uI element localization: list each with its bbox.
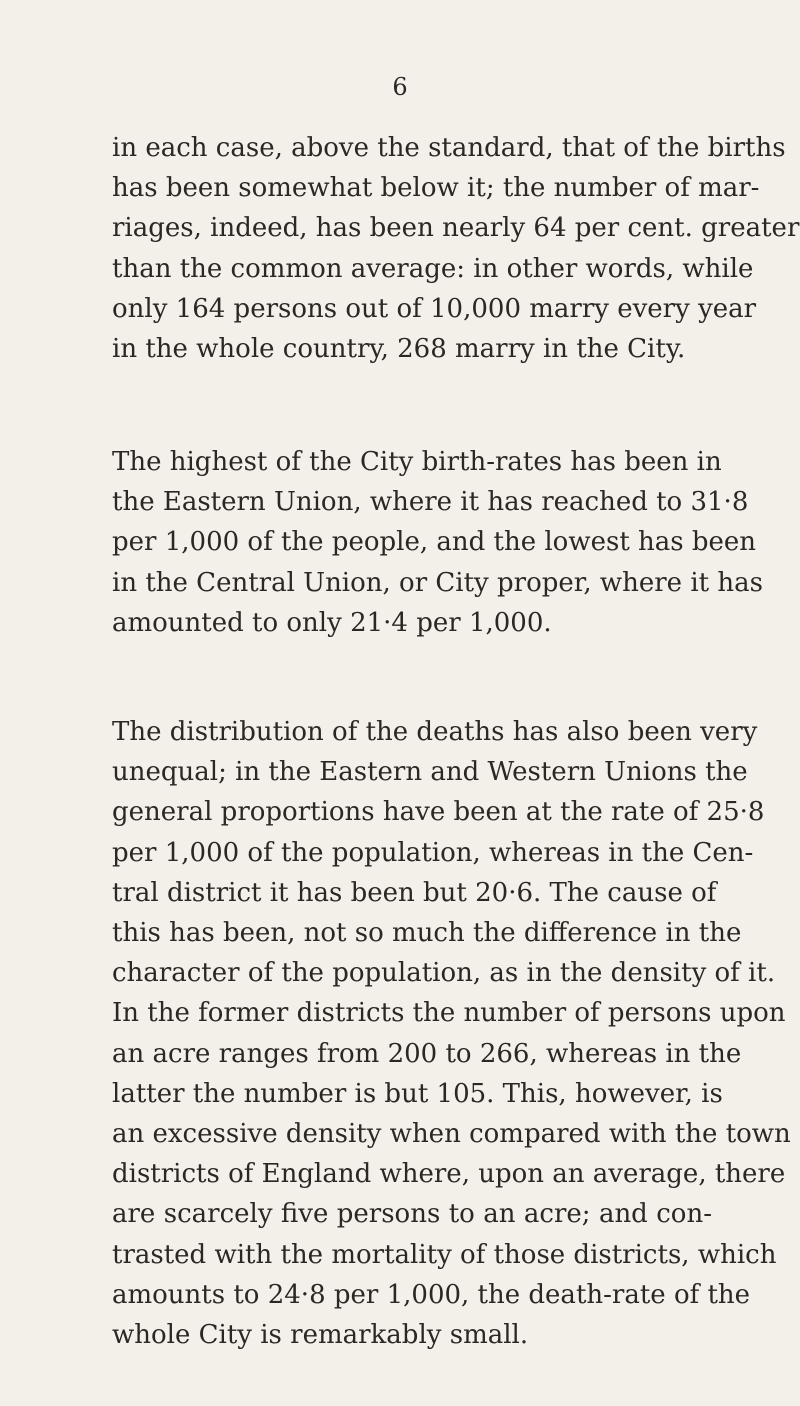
text-line: has been somewhat below it; the number of mar- (112, 173, 760, 204)
text-line: whole City is remarkably small. (112, 1320, 529, 1351)
text-line: only 164 persons out of 10,000 marry every year (112, 293, 757, 324)
text-line: general proportions have been at the rate of 25·8 (112, 797, 765, 828)
text-line: in each case, above the standard, that of the births (112, 133, 786, 163)
text-line: unequal; in the Eastern and Western Unions the (112, 757, 748, 788)
text-line: an excessive density when compared with the town (112, 1119, 791, 1150)
text-line: per 1,000 of the people, and the lowest has been (112, 527, 757, 558)
text-line: in the Central Union, or City proper, where it has (112, 567, 763, 598)
text-line: In the former districts the number of persons upon (112, 998, 786, 1029)
text-line: tral district it has been but 20·6. The cause of (112, 877, 717, 908)
text-line: are scarcely five persons to an acre; and con- (112, 1199, 712, 1230)
text-line: The highest of the City birth-rates has been in (112, 447, 722, 477)
text-line: character of the population, as in the density of it. (112, 958, 776, 989)
text-line: districts of England where, upon an average, there (112, 1159, 786, 1190)
paragraph-deaths (112, 712, 791, 1355)
text-line: than the common average: in other words, while (112, 253, 754, 284)
paragraph-birth-rates (112, 442, 763, 643)
page-number: 6 (392, 73, 408, 101)
text-line: in the whole country, 268 marry in the City. (112, 334, 686, 365)
text-line: trasted with the mortality of those districts, which (112, 1239, 777, 1270)
text-line: amounts to 24·8 per 1,000, the death-rate of the (112, 1279, 751, 1310)
text-line: this has been, not so much the difference in the (112, 918, 742, 949)
text-line: an acre ranges from 200 to 266, whereas in the (112, 1038, 742, 1069)
paragraph-marriages (112, 128, 800, 369)
text-line: latter the number is but 105. This, however, is (112, 1078, 723, 1109)
text-line: per 1,000 of the population, whereas in the Cen- (112, 837, 754, 868)
text-line: amounted to only 21·4 per 1,000. (112, 607, 552, 638)
text-line: the Eastern Union, where it has reached to 31·8 (112, 487, 749, 518)
text-line: riages, indeed, has been nearly 64 per cent. greater (112, 213, 800, 244)
text-line: The distribution of the deaths has also been very (112, 717, 758, 747)
